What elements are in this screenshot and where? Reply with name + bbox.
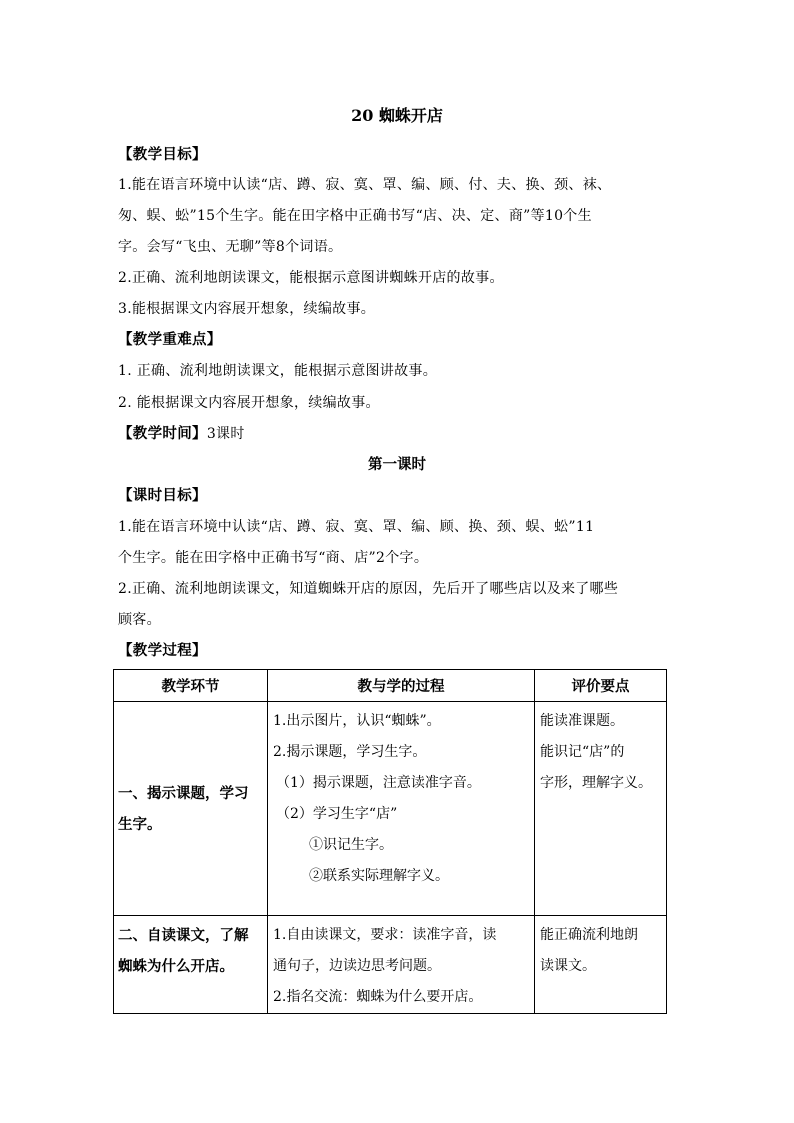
stage-line: 二、自读课文，了解 bbox=[118, 927, 249, 944]
key-points-line: 1. 正确、流利地朗读课文，能根据示意图讲故事。 bbox=[118, 363, 438, 379]
step-line: 2.揭示课题，学习生字。 bbox=[273, 744, 427, 760]
lesson-objectives-line: 顾客。 bbox=[118, 612, 161, 628]
lesson-subtitle: 第一课时 bbox=[368, 456, 426, 473]
stage-line: 一、揭示课题，学习 bbox=[118, 784, 249, 802]
objectives-line: 字。会写“飞虫、无聊”等8个词语。 bbox=[118, 239, 343, 255]
lesson-objectives-line: 个生字。能在田字格中正确书写“商、店”2个字。 bbox=[118, 550, 429, 566]
process-heading: 【教学过程】 bbox=[118, 642, 207, 659]
evaluation-cell bbox=[535, 916, 667, 1014]
evaluation-line: 字形，理解字义。 bbox=[540, 775, 652, 791]
key-points-line: 2. 能根据课文内容展开想象，续编故事。 bbox=[118, 395, 380, 411]
objectives-line: 2.正确、流利地朗读课文，能根据示意图讲蜘蛛开店的故事。 bbox=[118, 270, 504, 286]
evaluation-line: 能识记“店”的 bbox=[540, 744, 625, 760]
teaching-time-value: 3课时 bbox=[206, 426, 245, 442]
step-line: 2.指名交流：蜘蛛为什么要开店。 bbox=[273, 989, 483, 1005]
objectives-heading: 【教学目标】 bbox=[118, 146, 207, 163]
stage-cell bbox=[114, 702, 268, 916]
table-row bbox=[114, 916, 667, 1014]
stage-cell bbox=[114, 916, 268, 1014]
objectives-line: 3.能根据课文内容展开想象，续编故事。 bbox=[118, 301, 376, 317]
objectives-line: 匆、蜈、蚣”15个生字。能在田字格中正确书写“店、决、定、商”等10个生 bbox=[118, 208, 592, 224]
stage-line: 生字。 bbox=[118, 815, 162, 833]
column-header: 评价要点 bbox=[535, 670, 667, 702]
lesson-objectives-heading: 【课时目标】 bbox=[118, 487, 207, 504]
step-line: 通句子，边读边思考问题。 bbox=[273, 958, 441, 974]
step-line: 1.自由读课文，要求：读准字音，读 bbox=[273, 927, 497, 943]
column-header: 教与学的过程 bbox=[268, 670, 535, 702]
objectives-line: 1.能在语言环境中认读“店、蹲、寂、寞、罩、编、顾、付、夫、换、颈、袜、 bbox=[118, 177, 612, 193]
table-header-row bbox=[114, 670, 667, 702]
step-line: ①识记生字。 bbox=[309, 837, 393, 853]
column-header: 教学环节 bbox=[114, 670, 268, 702]
lesson-objectives-line: 2.正确、流利地朗读课文，知道蜘蛛开店的原因，先后开了哪些店以及来了哪些 bbox=[118, 581, 619, 597]
stage-line: 蜘蛛为什么开店。 bbox=[118, 958, 234, 975]
evaluation-line: 能读准课题。 bbox=[540, 713, 624, 729]
table-row bbox=[114, 702, 667, 916]
teaching-time-heading: 【教学时间】 bbox=[118, 425, 207, 442]
step-line: （1）揭示课题，注意读准字音。 bbox=[276, 775, 481, 791]
evaluation-cell bbox=[535, 702, 667, 916]
step-line: （2）学习生字“店” bbox=[276, 806, 398, 822]
evaluation-line: 能正确流利地朗 bbox=[540, 927, 638, 943]
teaching-time bbox=[118, 423, 688, 445]
step-line: ②联系实际理解字义。 bbox=[309, 868, 449, 884]
steps-cell bbox=[268, 916, 535, 1014]
lesson-objectives-line: 1.能在语言环境中认读“店、蹲、寂、寞、罩、编、顾、换、颈、蜈、蚣”11 bbox=[118, 519, 595, 535]
evaluation-line: 读课文。 bbox=[540, 958, 596, 974]
lesson-plan-title: 20 蜘蛛开店 bbox=[351, 106, 443, 125]
steps-cell bbox=[268, 702, 535, 916]
key-points-heading: 【教学重难点】 bbox=[118, 331, 222, 348]
step-line: 1.出示图片，认识“蜘蛛”。 bbox=[273, 713, 441, 729]
process-table bbox=[113, 669, 667, 1014]
